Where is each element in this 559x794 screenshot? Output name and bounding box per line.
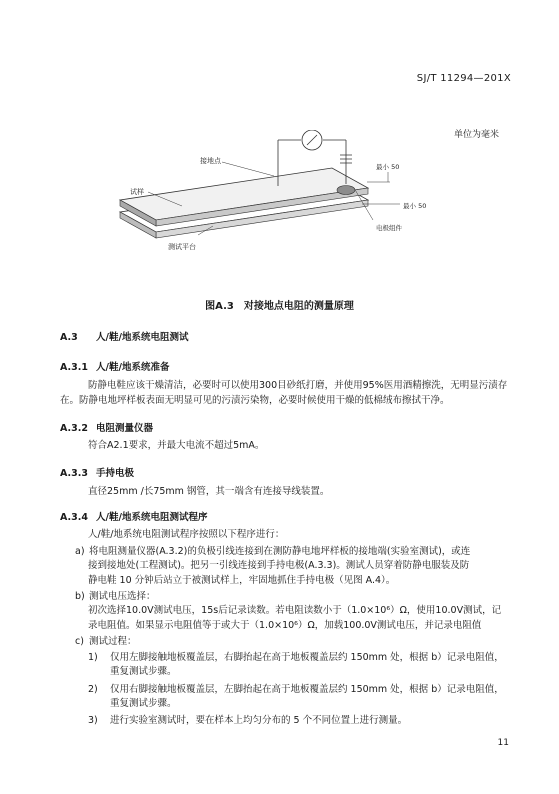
sub-item-2: 2) 仅用右脚接触地板覆盖层，左脚抬起在高于地板覆盖层约 150mm 处，根据 b）记录电阻值， [88, 684, 504, 695]
list-item-line: 接到接地处(工程测试)。把另一引线连接到手持电极(A.3.3)。测试人员穿着防静电服装及防 [88, 560, 470, 571]
list-item-c: c) 测试过程： [75, 636, 137, 647]
paragraph-line: 符合A2.1要求，并最大电流不超过5mA。 [88, 440, 265, 451]
label-ground-point: 接地点 [200, 157, 221, 165]
list-item-line: 录电阻值。如果显示电阻值等于或大于（1.0×10⁶）Ω，加载100.0V测试电压，并记录电阻值 [88, 620, 482, 631]
page-number: 11 [497, 738, 509, 748]
heading-a3-4: A.3.4 人/鞋/地系统电阻测试程序 [60, 512, 208, 523]
sub-item-1: 1) 仅用左脚接触地板覆盖层，右脚抬起在高于地板覆盖层约 150mm 处，根据 b）记录电阻值， [88, 652, 504, 663]
paragraph-line: 防静电鞋应该干燥清洁，必要时可以使用300目砂纸打磨，并使用95%医用酒精擦洗，无明显污渍存 [88, 380, 508, 391]
electrode-icon [337, 186, 355, 195]
label-sample: 试样 [130, 188, 144, 196]
label-platform: 测试平台 [168, 243, 196, 251]
list-item-line: 初次选择10.0V测试电压，15s后记录读数。若电阻读数小于（1.0×10⁶）Ω，使用10.0V测试，记 [88, 605, 502, 616]
list-item-b: b) 测试电压选择： [75, 591, 156, 602]
label-min50-right: 最小 50 [403, 202, 427, 210]
sub-item-line: 重复测试步骤。 [110, 666, 177, 677]
standard-code: SJ/T 11294—201X [416, 73, 511, 84]
measurement-diagram [118, 130, 448, 280]
sub-item-line: 重复测试步骤。 [110, 698, 177, 709]
unit-note: 单位为毫米 [453, 130, 499, 140]
heading-a3-3: A.3.3 手持电极 [60, 468, 135, 479]
figure-caption: 图A.3 对接地点电阻的测量原理 [205, 301, 354, 312]
label-electrode: 电极组件 [376, 224, 402, 232]
list-item-a: a) 将电阻测量仪器(A.3.2)的负极引线连接到在测防静电地坪样板的接地端(实验室测试)，或连 [75, 546, 471, 557]
sub-item-3: 3) 进行实验室测试时，要在样本上均匀分布的 5 个不同位置上进行测量。 [88, 715, 408, 726]
label-min50-top: 最小 50 [376, 163, 400, 171]
list-item-line: 静电鞋 10 分钟后站立于被测试样上，牢固地抓住手持电极（见图 A.4）。 [88, 575, 396, 586]
paragraph-intro: 人/鞋/地系统电阻测试程序按照以下程序进行： [88, 529, 285, 540]
heading-a3-2: A.3.2 电阻测量仪器 [60, 423, 154, 434]
heading-a3: A.3 人/鞋/地系统电阻测试 [60, 332, 189, 343]
paragraph-line: 在。防静电地坪样板表面无明显可见的污渍污染物，必要时候使用干燥的低棉绒布擦拭干净。 [60, 395, 450, 406]
heading-a3-1: A.3.1 人/鞋/地系统准备 [60, 362, 170, 373]
paragraph-line: 直径25mm /长75mm 钢管，其一端含有连接导线装置。 [88, 486, 330, 497]
